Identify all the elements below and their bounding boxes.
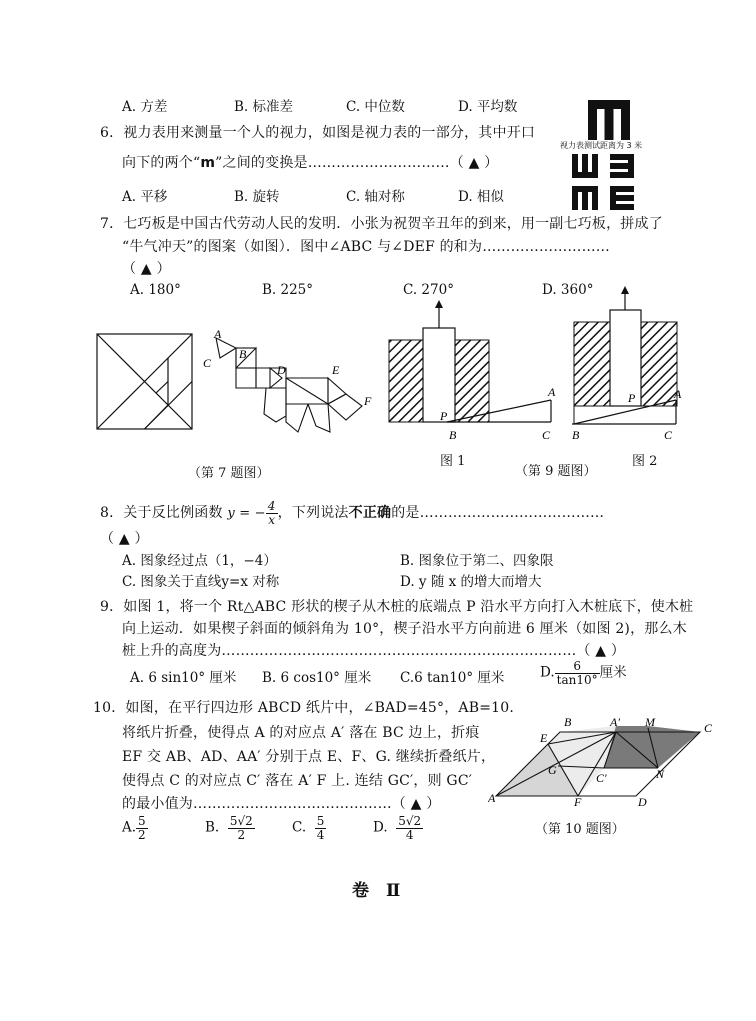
q9-line-3: 桩上升的高度为…………………………………………………………………（ ▲ ）: [122, 643, 626, 659]
section-title: 卷 Ⅱ: [352, 881, 401, 901]
q5-option-c: C. 中位数: [346, 99, 405, 115]
q6-option-a: A. 平移: [122, 189, 168, 205]
q10-label-b: B: [564, 715, 572, 729]
q8-option-b: B. 图象位于第二、四象限: [400, 553, 554, 569]
q6-line-1: 6．视力表用来测量一个人的视力，如图是视力表的一部分，其中开口: [100, 125, 536, 141]
fig1-label-a: A: [548, 385, 556, 399]
fig1-label-b: B: [449, 428, 457, 442]
eye-chart-figure: [560, 98, 670, 214]
q8-line-2: （ ▲ ）: [100, 531, 149, 547]
q8-option-d: D. y 随 x 的增大而增大: [400, 574, 542, 590]
q9-figure-1: [385, 296, 565, 446]
fig2-caption: 图 2: [632, 454, 658, 469]
q9-figure-2: [568, 282, 688, 446]
fig1-label-c: C: [542, 428, 551, 442]
q8-option-c: C. 图象关于直线y=x 对称: [122, 574, 280, 590]
q10-label-n: N: [656, 767, 665, 781]
ox-label-c: C: [203, 356, 212, 370]
fig2-label-b: B: [572, 428, 580, 442]
q6-line-2: 向下的两个“m”之间的变换是…………………………（ ▲ ）: [122, 155, 499, 171]
fig1-label-p: P: [440, 409, 448, 423]
eye-chart-caption: 视力表测试距离为 3 米: [560, 141, 643, 150]
ox-label-e: E: [332, 363, 340, 377]
q7-option-b: B. 225°: [262, 282, 314, 298]
fig2-label-c: C: [664, 428, 673, 442]
eye-chart-e-up: [572, 154, 598, 178]
q10-label-c: C: [704, 721, 713, 735]
q5-option-a: A. 方差: [122, 99, 168, 115]
eye-chart-e-down-large: [588, 100, 630, 140]
q10-label-a: A: [488, 791, 496, 805]
q7-option-c: C. 270°: [403, 282, 454, 298]
eye-chart-symbol: m: [200, 155, 216, 171]
q7-line-3: （ ▲ ）: [122, 261, 171, 277]
q7-line-2: “牛气冲天”的图案（如图）．图中∠ABC 与∠DEF 的和为………………………: [122, 239, 611, 255]
q7-figure-caption: （第 7 题图）: [188, 466, 270, 481]
q10-line-5: 的最小值为……………………………………（ ▲ ）: [122, 796, 441, 812]
q9-line-2: 向上运动．如果楔子斜面的倾斜角为 10°，楔子沿水平方向前进 6 厘米（如图 2)，那么木: [122, 621, 687, 637]
q9-option-c: C.6 tan10° 厘米: [400, 670, 505, 686]
tangram-square-figure: [95, 332, 195, 432]
q10-option-c: C. $\frac{5}{4}$: [292, 814, 325, 842]
q7-option-d: D. 360°: [542, 282, 594, 298]
q8-fraction: $\frac{4}{x}$: [267, 499, 276, 527]
q10-line-4: 使得点 C 的对应点 C′ 落在 A′ F 上. 连结 GC′，则 GC′: [122, 773, 473, 789]
q10-option-d: D. $\frac{5√2}{4}$: [373, 814, 422, 842]
q10-label-e: E: [540, 731, 548, 745]
fig1-caption: 图 1: [440, 454, 466, 469]
q10-parallelogram-figure: [488, 710, 720, 810]
ox-label-b: B: [239, 347, 247, 361]
eye-chart-e-right: [610, 186, 634, 210]
q9-option-a: A. 6 sin10° 厘米: [130, 670, 237, 686]
eye-chart-e-left: [610, 154, 634, 178]
q10-label-c-prime: C′: [596, 771, 607, 785]
q10-label-f: F: [574, 795, 582, 809]
q10-line-1: 10．如图，在平行四边形 ABCD 纸片中，∠BAD=45°，AB=10.: [93, 700, 515, 716]
q9-figure-caption: （第 9 题图）: [515, 464, 597, 479]
q10-label-g: G: [548, 763, 557, 777]
q8-line-1: 8．关于反比例函数 y = − $\frac{4}{x}$ ，下列说法不正确的是…………………………………: [100, 499, 605, 527]
q7-option-a: A. 180°: [130, 282, 181, 298]
q10-label-d: D: [638, 795, 647, 809]
q10-label-m: M: [645, 715, 655, 729]
q6-option-b: B. 旋转: [234, 189, 280, 205]
q5-option-b: B. 标准差: [234, 99, 294, 115]
ox-label-a: A: [214, 327, 222, 341]
q7-line-1: 7．七巧板是中国古代劳动人民的发明．小张为祝贺辛丑年的到来，用一副七巧板，拼成了: [100, 216, 663, 232]
q10-line-3: EF 交 AB、AD、AA′ 分别于点 E、F、G. 继续折叠纸片，: [122, 749, 496, 765]
q10-option-a: A. $\frac{5}{2}$: [122, 814, 146, 842]
fig2-label-a: A: [674, 387, 682, 401]
q10-line-2: 将纸片折叠，使得点 A 的对应点 A′ 落在 BC 边上，折痕: [122, 725, 480, 741]
q9-option-d-fraction: $\frac{6}{\tan 10^\circ}$: [556, 659, 598, 687]
eye-chart-e-down-small: [572, 186, 598, 210]
ox-label-f: F: [364, 394, 372, 408]
q5-option-d: D. 平均数: [458, 99, 518, 115]
q9-option-b: B. 6 cos10° 厘米: [262, 670, 372, 686]
q10-option-b: B. $\frac{5√2}{2}$: [205, 814, 253, 842]
q6-option-c: C. 轴对称: [346, 189, 405, 205]
ox-tangram-figure: [198, 326, 378, 436]
q8-option-a: A. 图象经过点（1，−4）: [122, 553, 277, 569]
q10-label-a-prime: A′: [610, 715, 620, 729]
q10-figure-caption: （第 10 题图）: [535, 822, 625, 837]
q9-option-d: D. $\frac{6}{\tan 10^\circ}$ 厘米: [540, 659, 627, 687]
q9-line-1: 9．如图 1，将一个 Rt△ABC 形状的楔子从木桩的底端点 P 沿水平方向打入木桩底下，使木桩: [100, 599, 694, 615]
ox-label-d: D: [277, 363, 286, 377]
fig2-label-p: P: [628, 391, 636, 405]
q6-option-d: D. 相似: [458, 189, 504, 205]
